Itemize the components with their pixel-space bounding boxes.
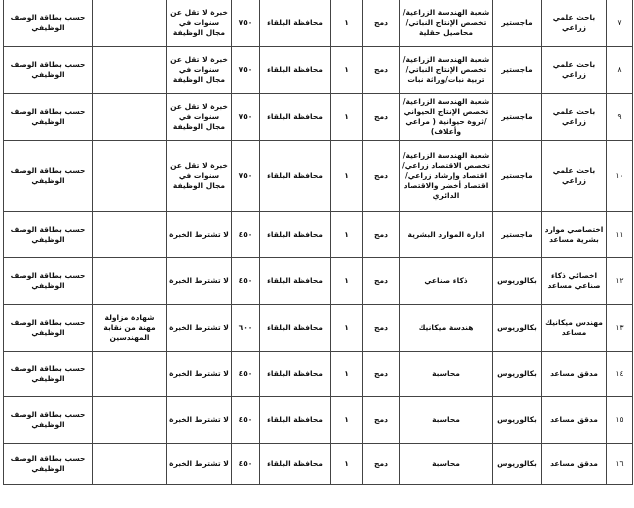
row-number-cell: ٨: [607, 47, 633, 94]
specialization-cell: هندسة ميكانيك: [400, 305, 493, 352]
row-number-cell: ٧: [607, 0, 633, 47]
appointment-type-cell: دمج: [363, 94, 400, 141]
job-description-cell: حسب بطاقة الوصف الوظيفي: [4, 47, 93, 94]
other-requirements-cell: [93, 397, 167, 444]
specialization-cell: محاسبة: [400, 397, 493, 444]
experience-cell: لا تشترط الخبرة: [167, 258, 232, 305]
specialization-cell: شعبة الهندسة الزراعية/ تخصص الإنتاج النباتي/ تربية نبات/وراثة نبات: [400, 47, 493, 94]
jobs-table: [3, 0, 633, 485]
governorate-cell: محافظة البلقاء: [260, 141, 331, 212]
table-row: [4, 444, 633, 485]
row-number-cell: ١٤: [607, 352, 633, 397]
row-number-cell: ١٥: [607, 397, 633, 444]
vacancy-count-cell: ١: [331, 258, 363, 305]
vacancy-count-cell: ١: [331, 212, 363, 258]
appointment-type-cell: دمج: [363, 352, 400, 397]
appointment-type-cell: دمج: [363, 305, 400, 352]
vacancy-count-cell: ١: [331, 0, 363, 47]
table-row: [4, 397, 633, 444]
governorate-cell: محافظة البلقاء: [260, 47, 331, 94]
row-number-cell: ١١: [607, 212, 633, 258]
qualification-cell: ماجستير: [493, 212, 542, 258]
experience-cell: لا تشترط الخبرة: [167, 444, 232, 485]
vacancy-count-cell: ١: [331, 47, 363, 94]
other-requirements-cell: [93, 352, 167, 397]
salary-cell: ٤٥٠: [232, 352, 260, 397]
qualification-cell: ماجستير: [493, 47, 542, 94]
job-description-cell: حسب بطاقة الوصف الوظيفي: [4, 0, 93, 47]
experience-cell: خبرة لا تقل عن سنوات في مجال الوظيفة: [167, 141, 232, 212]
job-description-cell: حسب بطاقة الوصف الوظيفي: [4, 305, 93, 352]
table-row: [4, 352, 633, 397]
governorate-cell: محافظة البلقاء: [260, 352, 331, 397]
other-requirements-cell: [93, 212, 167, 258]
experience-cell: خبرة لا تقل عن سنوات في مجال الوظيفة: [167, 94, 232, 141]
salary-cell: ٧٥٠: [232, 47, 260, 94]
other-requirements-cell: [93, 47, 167, 94]
governorate-cell: محافظة البلقاء: [260, 94, 331, 141]
qualification-cell: بكالوريوس: [493, 444, 542, 485]
vacancy-count-cell: ١: [331, 444, 363, 485]
governorate-cell: محافظة البلقاء: [260, 444, 331, 485]
table-row: [4, 0, 633, 47]
governorate-cell: محافظة البلقاء: [260, 397, 331, 444]
appointment-type-cell: دمج: [363, 397, 400, 444]
qualification-cell: بكالوريوس: [493, 397, 542, 444]
job-title-cell: باحث علمي زراعي: [542, 141, 607, 212]
table-row: [4, 212, 633, 258]
appointment-type-cell: دمج: [363, 141, 400, 212]
appointment-type-cell: دمج: [363, 0, 400, 47]
row-number-cell: ٩: [607, 94, 633, 141]
salary-cell: ٤٥٠: [232, 397, 260, 444]
experience-cell: خبرة لا تقل عن سنوات في مجال الوظيفة: [167, 0, 232, 47]
job-description-cell: حسب بطاقة الوصف الوظيفي: [4, 258, 93, 305]
experience-cell: خبرة لا تقل عن سنوات في مجال الوظيفة: [167, 47, 232, 94]
salary-cell: ٦٠٠: [232, 305, 260, 352]
qualification-cell: بكالوريوس: [493, 352, 542, 397]
specialization-cell: شعبة الهندسة الزراعية/ تخصص الإنتاج الحيواني /ثروة حيوانية ( مراعي وأعلاف): [400, 94, 493, 141]
table-row: [4, 47, 633, 94]
job-description-cell: حسب بطاقة الوصف الوظيفي: [4, 212, 93, 258]
appointment-type-cell: دمج: [363, 444, 400, 485]
job-description-cell: حسب بطاقة الوصف الوظيفي: [4, 352, 93, 397]
job-title-cell: اختصاصي موارد بشرية مساعد: [542, 212, 607, 258]
vacancy-count-cell: ١: [331, 305, 363, 352]
qualification-cell: بكالوريوس: [493, 305, 542, 352]
governorate-cell: محافظة البلقاء: [260, 258, 331, 305]
specialization-cell: ادارة الموارد البشرية: [400, 212, 493, 258]
job-title-cell: مهندس ميكانيك مساعد: [542, 305, 607, 352]
table-row: [4, 141, 633, 212]
specialization-cell: شعبة الهندسة الزراعية/ تخصص الاقتصاد زراعي/ اقتصاد وإرشاد زراعي/ اقتصاد أخضر والاقتصاد الدائري: [400, 141, 493, 212]
job-description-cell: حسب بطاقة الوصف الوظيفي: [4, 444, 93, 485]
job-title-cell: باحث علمي زراعي: [542, 47, 607, 94]
other-requirements-cell: [93, 444, 167, 485]
vacancy-count-cell: ١: [331, 352, 363, 397]
other-requirements-cell: [93, 141, 167, 212]
salary-cell: ٧٥٠: [232, 0, 260, 47]
table-row: [4, 94, 633, 141]
appointment-type-cell: دمج: [363, 258, 400, 305]
salary-cell: ٤٥٠: [232, 258, 260, 305]
qualification-cell: ماجستير: [493, 141, 542, 212]
vacancy-count-cell: ١: [331, 141, 363, 212]
governorate-cell: محافظة البلقاء: [260, 305, 331, 352]
other-requirements-cell: [93, 258, 167, 305]
specialization-cell: محاسبة: [400, 352, 493, 397]
specialization-cell: شعبة الهندسة الزراعية/ تخصص الإنتاج النباتي/ محاصيل حقلية: [400, 0, 493, 47]
job-description-cell: حسب بطاقة الوصف الوظيفي: [4, 141, 93, 212]
other-requirements-cell: [93, 0, 167, 47]
job-description-cell: حسب بطاقة الوصف الوظيفي: [4, 94, 93, 141]
job-title-cell: باحث علمي زراعي: [542, 94, 607, 141]
salary-cell: ٤٥٠: [232, 212, 260, 258]
other-requirements-cell: [93, 94, 167, 141]
specialization-cell: ذكاء صناعي: [400, 258, 493, 305]
job-title-cell: اخصائي ذكاء صناعي مساعد: [542, 258, 607, 305]
experience-cell: لا تشترط الخبرة: [167, 212, 232, 258]
experience-cell: لا تشترط الخبرة: [167, 305, 232, 352]
salary-cell: ٧٥٠: [232, 94, 260, 141]
row-number-cell: ١٢: [607, 258, 633, 305]
table-row: [4, 305, 633, 352]
qualification-cell: بكالوريوس: [493, 258, 542, 305]
qualification-cell: ماجستير: [493, 94, 542, 141]
row-number-cell: ١٣: [607, 305, 633, 352]
salary-cell: ٤٥٠: [232, 444, 260, 485]
jobs-table-container: [3, 0, 632, 485]
other-requirements-cell: شهادة مزاولة مهنة من نقابة المهندسين: [93, 305, 167, 352]
specialization-cell: محاسبة: [400, 444, 493, 485]
salary-cell: ٧٥٠: [232, 141, 260, 212]
job-title-cell: مدقق مساعد: [542, 444, 607, 485]
job-title-cell: باحث علمي زراعي: [542, 0, 607, 47]
job-title-cell: مدقق مساعد: [542, 397, 607, 444]
table-row: [4, 258, 633, 305]
vacancy-count-cell: ١: [331, 397, 363, 444]
experience-cell: لا تشترط الخبرة: [167, 397, 232, 444]
appointment-type-cell: دمج: [363, 212, 400, 258]
vacancy-count-cell: ١: [331, 94, 363, 141]
qualification-cell: ماجستير: [493, 0, 542, 47]
appointment-type-cell: دمج: [363, 47, 400, 94]
row-number-cell: ١٦: [607, 444, 633, 485]
experience-cell: لا تشترط الخبرة: [167, 352, 232, 397]
job-title-cell: مدقق مساعد: [542, 352, 607, 397]
governorate-cell: محافظة البلقاء: [260, 212, 331, 258]
row-number-cell: ١٠: [607, 141, 633, 212]
job-description-cell: حسب بطاقة الوصف الوظيفي: [4, 397, 93, 444]
governorate-cell: محافظة البلقاء: [260, 0, 331, 47]
